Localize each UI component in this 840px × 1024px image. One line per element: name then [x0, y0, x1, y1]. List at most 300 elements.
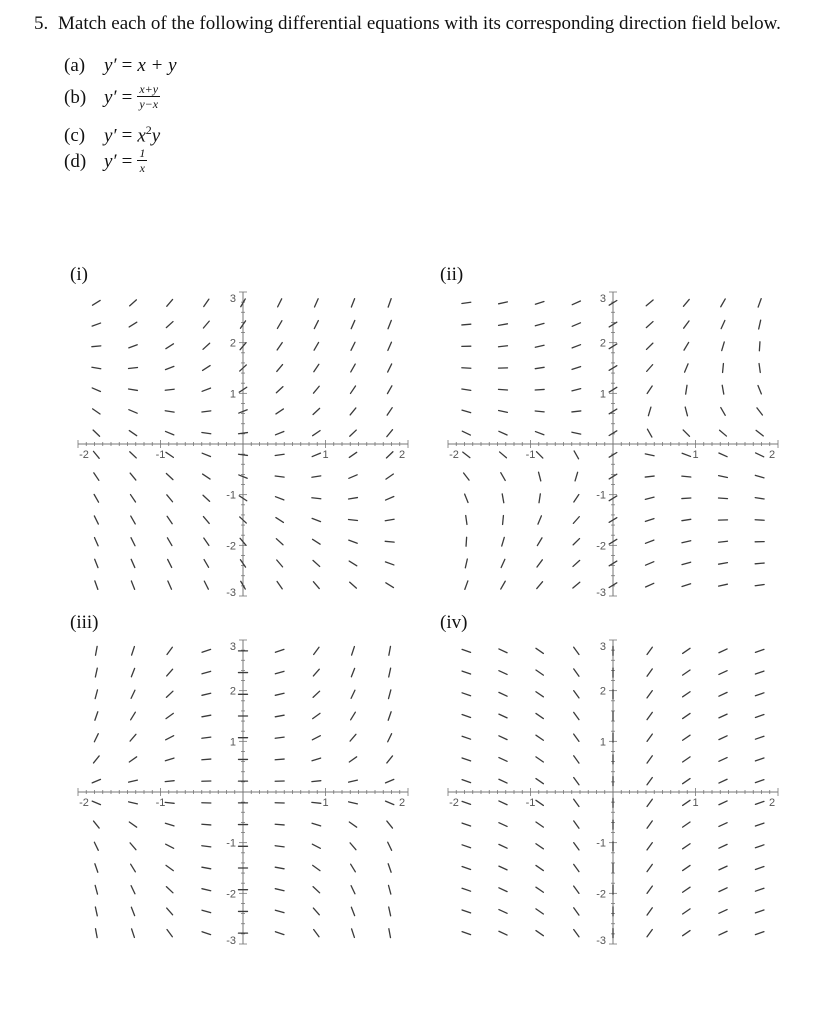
- slope-segment: [278, 299, 282, 307]
- slope-segment: [95, 864, 98, 873]
- x-tick-label: 1: [692, 797, 699, 809]
- slope-segment: [388, 842, 392, 850]
- slope-segment: [645, 519, 654, 522]
- slope-segment: [129, 410, 137, 414]
- slope-segment: [130, 843, 136, 850]
- slope-segment: [387, 821, 393, 828]
- slope-segment: [465, 559, 467, 568]
- slope-segment: [759, 364, 760, 373]
- slope-segment: [95, 690, 97, 699]
- slope-segment: [93, 409, 100, 414]
- slope-segment: [722, 342, 725, 351]
- slope-segment: [166, 431, 174, 434]
- slope-segment: [351, 712, 356, 720]
- slope-segment: [572, 367, 581, 370]
- slope-segment: [719, 563, 728, 565]
- equation-d: [64, 146, 804, 178]
- slope-segment: [647, 756, 652, 763]
- slope-segment: [129, 322, 137, 327]
- x-tick-label: 1: [322, 797, 329, 809]
- slope-segment: [349, 802, 358, 804]
- slope-segment: [202, 910, 211, 912]
- slope-segment: [466, 516, 467, 525]
- equation-a: [64, 50, 804, 82]
- slope-segment: [275, 932, 284, 935]
- slope-segment: [499, 389, 508, 390]
- slope-segment: [165, 802, 174, 803]
- slope-segment: [314, 930, 319, 937]
- slope-segment: [719, 584, 728, 586]
- slope-segment: [166, 344, 174, 349]
- slope-segment: [646, 562, 654, 565]
- slope-segment: [536, 735, 543, 740]
- slope-segment: [683, 931, 690, 936]
- slope-segment: [537, 560, 542, 567]
- slope-segment: [759, 342, 760, 351]
- slope-segment: [276, 539, 283, 545]
- slope-segment: [202, 846, 211, 847]
- slope-segment: [166, 887, 173, 893]
- slope-segment: [387, 430, 393, 437]
- slope-segment: [647, 669, 652, 676]
- slope-segment: [685, 364, 688, 372]
- slope-segment: [166, 865, 173, 870]
- y-tick-label: 3: [229, 641, 236, 653]
- slope-segment: [755, 932, 764, 935]
- y-tick-label: 1: [229, 388, 236, 401]
- slope-segment: [351, 907, 354, 915]
- equation-label: (d): [64, 151, 87, 172]
- slope-segment: [755, 649, 764, 652]
- slope-segment: [95, 885, 97, 894]
- slope-segment: [683, 757, 690, 762]
- slope-segment: [202, 388, 210, 391]
- equation-label: (a): [64, 55, 86, 76]
- slope-segment: [499, 671, 507, 675]
- slope-segment: [131, 668, 134, 676]
- slope-segment: [462, 845, 471, 848]
- slope-segment: [350, 430, 357, 436]
- slope-segment: [349, 520, 358, 521]
- y-tick-label: 2: [229, 685, 236, 698]
- slope-segment: [275, 759, 284, 760]
- direction-field-i: [78, 292, 408, 599]
- slope-segment: [275, 889, 284, 891]
- slope-segment: [574, 647, 579, 654]
- slope-segment: [130, 734, 136, 741]
- slope-segment: [94, 821, 100, 828]
- slope-segment: [719, 498, 728, 499]
- slope-segment: [572, 345, 580, 348]
- equation-lhs: y′: [104, 55, 117, 76]
- slope-segment: [462, 671, 471, 674]
- slope-segment: [573, 517, 579, 524]
- slope-segment: [313, 539, 321, 544]
- slope-segment: [349, 498, 358, 499]
- slope-segment: [759, 320, 761, 329]
- slope-segment: [755, 585, 764, 586]
- slope-segment: [130, 495, 135, 502]
- slope-segment: [499, 888, 507, 892]
- slope-segment: [683, 865, 690, 870]
- slope-segment: [684, 342, 689, 350]
- slope-segment: [645, 476, 654, 477]
- y-tick-label: -2: [596, 540, 606, 553]
- equals-sign: =: [121, 125, 133, 147]
- slope-segment: [387, 408, 392, 415]
- slope-segment: [682, 498, 691, 499]
- slope-segment: [92, 367, 101, 369]
- slope-segment: [349, 757, 356, 762]
- slope-segment: [645, 454, 654, 456]
- slope-segment: [574, 691, 579, 698]
- slope-segment: [683, 779, 690, 784]
- slope-segment: [721, 408, 725, 416]
- slope-segment: [202, 867, 211, 869]
- slope-segment: [536, 670, 543, 675]
- slope-segment: [239, 433, 248, 434]
- slope-segment: [645, 540, 653, 543]
- slope-segment: [388, 734, 392, 742]
- slope-segment: [312, 476, 321, 477]
- slope-segment: [499, 844, 507, 848]
- slope-segment: [313, 887, 320, 893]
- slope-segment: [388, 342, 392, 350]
- slope-segment: [131, 864, 136, 872]
- slope-segment: [574, 930, 579, 937]
- slope-segment: [536, 713, 543, 718]
- slope-segment: [647, 930, 652, 937]
- slope-segment: [275, 867, 284, 869]
- slope-segment: [683, 844, 690, 849]
- slope-segment: [755, 801, 764, 804]
- slope-segment: [95, 907, 97, 916]
- slope-segment: [131, 581, 134, 589]
- slope-segment: [313, 713, 320, 718]
- y-tick-label: -1: [226, 489, 236, 502]
- slope-segment: [462, 715, 471, 718]
- slope-segment: [572, 301, 580, 305]
- equation-lhs: y′: [104, 125, 117, 147]
- numerator: 1: [139, 146, 146, 161]
- slope-segment: [574, 756, 579, 763]
- slope-segment: [166, 844, 174, 848]
- slope-segment: [464, 473, 469, 480]
- slope-segment: [755, 888, 764, 891]
- slope-segment: [719, 888, 727, 892]
- slope-segment: [647, 429, 651, 437]
- slope-segment: [648, 407, 651, 416]
- slope-segment: [314, 647, 319, 654]
- slope-segment: [536, 931, 543, 936]
- slope-segment: [314, 342, 319, 350]
- slope-segment: [312, 453, 320, 456]
- slope-segment: [462, 780, 471, 783]
- slope-segment: [94, 756, 100, 763]
- y-tick-label: -2: [226, 888, 236, 901]
- slope-segment: [499, 302, 508, 304]
- slope-segment: [499, 736, 507, 740]
- slope-segment: [756, 430, 763, 436]
- slope-segment: [502, 494, 504, 503]
- y-tick-label: -1: [596, 489, 606, 502]
- slope-segment: [203, 495, 210, 501]
- slope-segment: [351, 886, 355, 894]
- x-tick-label: -2: [449, 449, 459, 461]
- slope-segment: [386, 779, 394, 782]
- slope-segment: [683, 692, 690, 697]
- slope-segment: [275, 846, 284, 847]
- slope-segment: [386, 496, 394, 500]
- x-tick-label: 2: [398, 449, 406, 461]
- slope-segment: [313, 908, 319, 915]
- slope-segment: [131, 516, 135, 524]
- slope-segment: [719, 866, 727, 870]
- slope-segment: [349, 540, 357, 543]
- slope-segment: [131, 886, 135, 894]
- slope-segment: [755, 498, 764, 499]
- slope-segment: [572, 411, 581, 412]
- slope-segment: [574, 799, 579, 806]
- slope-segment: [647, 821, 652, 828]
- slope-segment: [499, 714, 507, 718]
- slope-segment: [93, 451, 99, 458]
- x-tick-label: 2: [398, 797, 406, 809]
- fraction: [137, 147, 147, 174]
- slope-segment: [462, 431, 470, 435]
- slope-segment: [683, 648, 690, 653]
- slope-segment: [686, 385, 687, 394]
- slope-segment: [131, 538, 135, 546]
- slope-segment: [168, 581, 172, 589]
- slope-segment: [758, 299, 761, 307]
- slope-segment: [167, 516, 172, 523]
- x-tick-label: 2: [768, 449, 776, 461]
- slope-segment: [755, 693, 764, 696]
- slope-segment: [275, 910, 284, 912]
- denominator: x: [139, 161, 145, 176]
- slope-segment: [94, 516, 98, 524]
- direction-field-iii: [78, 640, 408, 947]
- slope-segment: [313, 560, 320, 566]
- slope-segment: [275, 737, 284, 738]
- slope-segment: [92, 779, 100, 782]
- slope-segment: [131, 559, 135, 567]
- slope-segment: [499, 779, 507, 783]
- slope-segment: [719, 823, 727, 827]
- slope-segment: [92, 323, 100, 326]
- slope-segment: [646, 322, 653, 328]
- slope-segment: [165, 823, 174, 826]
- slope-segment: [165, 758, 174, 761]
- slope-segment: [536, 865, 543, 870]
- equation-label: (b): [64, 87, 87, 108]
- denominator: y−x: [139, 97, 159, 112]
- slope-segment: [389, 646, 391, 655]
- slope-segment: [466, 537, 467, 546]
- slope-segment: [756, 453, 764, 457]
- slope-segment: [202, 932, 211, 935]
- slope-segment: [721, 299, 725, 307]
- slope-segment: [350, 582, 357, 588]
- slope-segment: [462, 823, 471, 826]
- slope-segment: [96, 646, 98, 655]
- slope-segment: [645, 497, 654, 499]
- slope-segment: [95, 581, 98, 589]
- slope-segment: [389, 668, 391, 677]
- slope-segment: [165, 411, 174, 412]
- slope-segment: [462, 302, 471, 303]
- slope-segment: [204, 581, 208, 589]
- slope-segment: [499, 758, 507, 762]
- slope-segment: [462, 693, 471, 696]
- slope-segment: [93, 300, 101, 305]
- slope-segment: [276, 409, 283, 414]
- slope-segment: [95, 538, 99, 546]
- slope-segment: [502, 537, 505, 546]
- slope-segment: [572, 323, 580, 326]
- slope-segment: [574, 778, 579, 785]
- slope-segment: [719, 476, 728, 478]
- slope-segment: [462, 932, 471, 935]
- slope-segment: [313, 691, 320, 697]
- x-tick-label: -1: [525, 449, 536, 461]
- direction-field-ii: [448, 292, 778, 599]
- slope-segment: [129, 431, 136, 436]
- slope-segment: [239, 454, 248, 455]
- slope-segment: [536, 692, 543, 697]
- slope-segment: [166, 736, 174, 740]
- slope-segment: [166, 691, 173, 697]
- slope-segment: [275, 649, 284, 652]
- slope-segment: [683, 800, 690, 805]
- slope-segment: [203, 366, 211, 371]
- slope-segment: [574, 451, 578, 459]
- slope-segment: [646, 343, 652, 349]
- slope-segment: [131, 712, 136, 720]
- slope-segment: [92, 388, 100, 392]
- x-tick-label: 2: [768, 797, 776, 809]
- slope-segment: [313, 669, 319, 676]
- slope-segment: [167, 669, 173, 676]
- slope-segment: [465, 494, 468, 502]
- slope-segment: [535, 389, 544, 390]
- y-tick-label: -3: [226, 935, 236, 947]
- slope-segment: [719, 541, 728, 542]
- slope-segment: [719, 714, 727, 718]
- slope-segment: [499, 692, 507, 696]
- slope-segment: [389, 690, 391, 699]
- slope-segment: [94, 494, 98, 502]
- slope-segment: [204, 538, 209, 545]
- y-tick-label: -1: [226, 837, 236, 850]
- slope-segment: [96, 929, 98, 938]
- slope-segment: [387, 756, 393, 763]
- equation-b: [64, 82, 804, 114]
- slope-segment: [275, 497, 283, 500]
- slope-segment: [129, 780, 138, 782]
- y-tick-label: -2: [226, 540, 236, 553]
- slope-segment: [463, 452, 470, 458]
- y-tick-label: -2: [596, 888, 606, 901]
- slope-segment: [499, 823, 507, 827]
- slope-segment: [312, 844, 320, 848]
- slope-segment: [92, 346, 101, 347]
- slope-segment: [276, 387, 283, 393]
- slope-segment: [757, 408, 762, 415]
- slope-segment: [683, 735, 690, 740]
- panel-label-ii: (ii): [440, 264, 464, 285]
- panel-label-i: (i): [70, 264, 88, 285]
- slope-segment: [499, 931, 507, 935]
- slope-segment: [503, 516, 504, 525]
- slope-segment: [573, 539, 579, 545]
- slope-segment: [683, 713, 690, 718]
- slope-segment: [204, 299, 209, 306]
- y-tick-label: 3: [599, 641, 606, 653]
- slope-segment: [202, 433, 211, 434]
- problem-prompt: [34, 12, 804, 36]
- slope-segment: [683, 887, 690, 892]
- slope-segment: [499, 324, 508, 326]
- slope-segment: [165, 366, 173, 369]
- slope-segment: [202, 649, 211, 652]
- slope-segment: [202, 759, 211, 760]
- y-tick-label: 3: [229, 293, 236, 305]
- slope-segment: [647, 386, 652, 393]
- slope-segment: [575, 472, 578, 481]
- slope-segment: [386, 801, 394, 804]
- slope-segment: [574, 908, 579, 915]
- slope-segment: [277, 343, 282, 350]
- slope-segment: [166, 322, 173, 328]
- slope-segment: [722, 385, 724, 394]
- slope-segment: [646, 583, 654, 587]
- slope-segment: [719, 453, 727, 457]
- slope-segment: [536, 757, 543, 762]
- slope-segment: [719, 931, 727, 935]
- x-tick-label: -1: [155, 449, 166, 461]
- slope-segment: [277, 321, 282, 329]
- slope-segment: [755, 563, 764, 564]
- slope-segment: [313, 431, 320, 436]
- x-tick-label: 1: [692, 449, 699, 461]
- slope-segment: [203, 517, 209, 524]
- slope-segment: [647, 691, 652, 698]
- slope-segment: [349, 475, 357, 479]
- slope-segment: [573, 582, 580, 588]
- x-tick-label: -2: [79, 449, 89, 461]
- slope-segment: [203, 474, 210, 479]
- slope-segment: [350, 408, 356, 415]
- slope-segment: [93, 430, 99, 436]
- slope-segment: [202, 693, 211, 695]
- slope-segment: [388, 320, 391, 328]
- slope-segment: [129, 757, 136, 762]
- slope-segment: [539, 494, 540, 503]
- slope-segment: [129, 389, 138, 390]
- slope-segment: [755, 845, 764, 848]
- slope-segment: [501, 581, 505, 589]
- slope-segment: [167, 299, 173, 306]
- equation-c: [64, 114, 804, 146]
- slope-segment: [167, 495, 173, 502]
- slope-segment: [130, 300, 137, 306]
- slope-segment: [275, 476, 284, 477]
- slope-segment: [647, 908, 652, 915]
- equation-list: [64, 50, 804, 178]
- slope-segment: [277, 560, 283, 567]
